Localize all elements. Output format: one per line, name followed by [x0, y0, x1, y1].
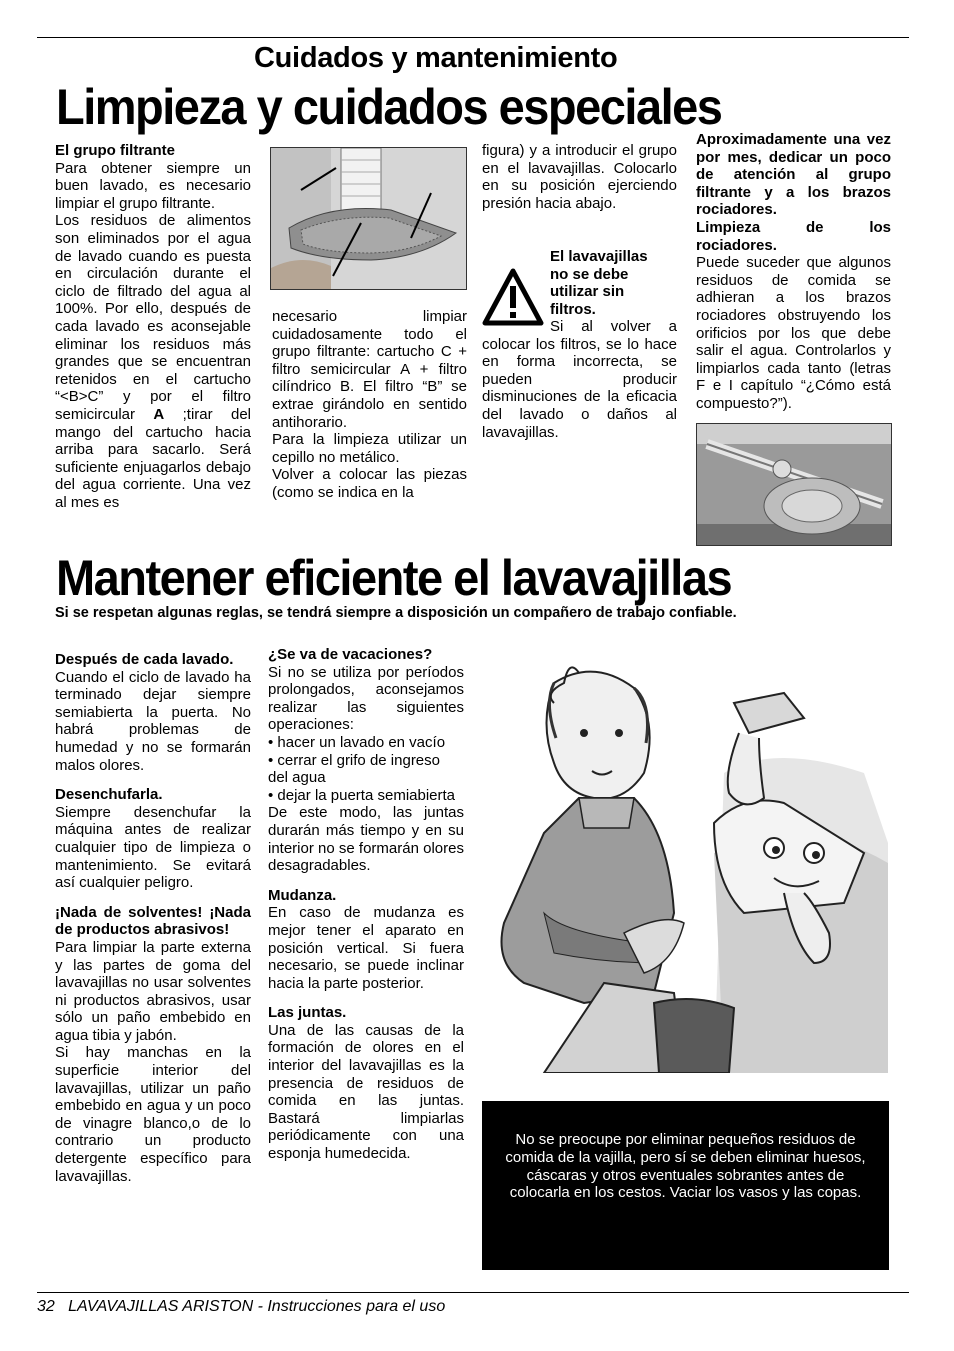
maintenance-subtitle: Si se respetan algunas reglas, se tendrá siempre a disposición un compañero de trabajo confiable. — [55, 605, 737, 621]
vacation-text: Si no se utiliza por períodos prolongados, aconsejamos realizar las siguientes operaciones: — [268, 663, 464, 734]
unplug-title: Desenchufarla. — [55, 786, 163, 804]
unplug-text: Siempre desenchufar la máquina antes de realizar cualquier tipo de limpieza o mantenimiento. Se evitará así cualquier peligro. — [55, 803, 251, 892]
notice-box — [482, 1101, 889, 1270]
vacation-bullet-2: • cerrar el grifo de ingreso del agua — [268, 751, 440, 787]
cartoon-woman-dishwasher — [484, 663, 888, 1073]
spray-arm-photo — [696, 423, 892, 546]
column-maintenance-1 — [55, 651, 251, 1185]
filter-group-title: El grupo filtrante — [55, 142, 175, 159]
spray-arms-intro: Aproximadamente una vez por mes, dedicar un poco de atención al grupo filtrante y a los brazos rociadores. — [696, 131, 891, 219]
column-maintenance-2 — [268, 646, 464, 1163]
page-title-cleaning: Limpieza y cuidados especiales — [56, 79, 722, 135]
seals-text: Una de las causas de la formación de olores en el interior del lavavajillas es la presencia de residuos de comida en las juntas. Bastará limpiarlas periódicamente con una esponja humedecida. — [268, 1021, 464, 1163]
stains-text: Si hay manchas en la superficie interior del lavavajillas, utilizar un paño embebido en agua y un poco de vinagre blanco,o de lo contrario un producto detergente específico para lavavajillas. — [55, 1044, 251, 1185]
column-filter-group — [55, 142, 251, 511]
top-rule — [37, 37, 909, 38]
after-wash-text: Cuando el ciclo de lavado ha terminado dejar siempre semiabierta la puerta. No habrá problemas de humedad y no se formarán malos olores. — [55, 668, 251, 774]
seals-title: Las juntas. — [268, 1004, 347, 1022]
warning-bold-text: El lavavajillas no se debe utilizar sin filtros. — [550, 248, 648, 318]
no-solvents-text: Para limpiar la parte externa y las partes de goma del lavavajillas no usar solventes ni productos abrasivos, usar sólo un paño embebido en agua tibia y jabón. — [55, 938, 251, 1044]
reinsert-text: figura) y a introducir el grupo en el lavavajillas. Colocarlo en su posición ejerciendo presión hacia abajo. — [482, 142, 677, 212]
filter-cleaning-text-a: necesario limpiar cuidadosamente todo el grupo filtrante: cartucho C + filtro semicircular A + filtro cilíndrico B. El filtro “B” se extrae girándolo en sentido antihorario. — [272, 308, 467, 431]
page-number: 32 — [37, 1298, 55, 1315]
moving-title: Mudanza. — [268, 886, 337, 904]
vacation-bullet-3: • dejar la puerta semiabierta — [268, 786, 456, 804]
column-spray-arms — [696, 131, 891, 413]
filter-cleaning-text-c: Volver a colocar las piezas (como se indica en la — [272, 466, 467, 501]
bottom-rule — [37, 1292, 909, 1293]
no-solvents-title: ¡Nada de solventes! ¡Nada de productos abrasivos! — [55, 903, 251, 939]
moving-text: En caso de mudanza es mejor tener el aparato en posición vertical. Si fuera necesario, se puede inclinar hacia la parte posterior. — [268, 904, 464, 992]
vacation-result-text: De este modo, las juntas durarán más tiempo y en su interior no se formarán olores desagradables. — [268, 804, 464, 875]
vacation-bullet-1: • hacer un lavado en vacío — [268, 733, 446, 751]
filter-group-text-a: Para obtener siempre un buen lavado, es necesario limpiar el grupo filtrante. — [55, 159, 251, 212]
filter-group-text-b: Los residuos de alimentos son eliminados por el agua de lavado cuando es puesta en circulación durante el ciclo de filtrado del agua al 100%. Por ello, después de cada lavado es aconsejable eliminar los residuos más grandes que se encuentran retenidos en el cartucho “<B>C” y por el filtro semicircular A ;tirar del mango del cartucho hacia arriba para sacarlo. Será suficiente enjuagarlos debajo del agua corriente. Una vez al mes es — [55, 212, 251, 511]
filter-illustration — [271, 148, 466, 289]
notice-text: No se preocupe por eliminar pequeños residuos de comida de la vajilla, pero sí se deben eliminar huesos, cáscaras y otros eventuales sobrantes antes de colocarla en los cestos. Vaciar los vasos y las copas. — [505, 1131, 866, 1202]
after-wash-title: Después de cada lavado. — [55, 651, 234, 668]
column-filter-cleaning — [272, 308, 467, 502]
spray-arm-illustration — [697, 424, 891, 545]
spray-arms-text: Puede suceder que algunos residuos de comida se adhieran a los brazos rociadores obstruyendo los orificios por los que debe salir el agua. Controlarlos y limpiarlos cada tanto (letras F e I capítulo “¿Cómo está compuesto?”). — [696, 254, 891, 412]
footer-text: LAVAVAJILLAS ARISTON - Instrucciones para el uso — [68, 1298, 446, 1315]
vacation-title: ¿Se va de vacaciones? — [268, 646, 433, 663]
page-title-maintenance: Mantener eficiente el lavavajillas — [56, 550, 732, 606]
warning-text: Si al volver a colocar los filtros, se lo hace en forma incorrecta, se pueden producir disminuciones de la eficacia del lavado o daños al lavavajillas. — [482, 318, 677, 441]
filter-photo — [270, 147, 467, 290]
column-filter-reinsert — [482, 142, 677, 212]
footer — [37, 1298, 445, 1316]
spray-arms-title: Limpieza de los rociadores. — [696, 218, 891, 254]
section-subtitle: Cuidados y mantenimiento — [254, 42, 618, 74]
filter-cleaning-text-b: Para la limpieza utilizar un cepillo no metálico. — [272, 431, 467, 466]
